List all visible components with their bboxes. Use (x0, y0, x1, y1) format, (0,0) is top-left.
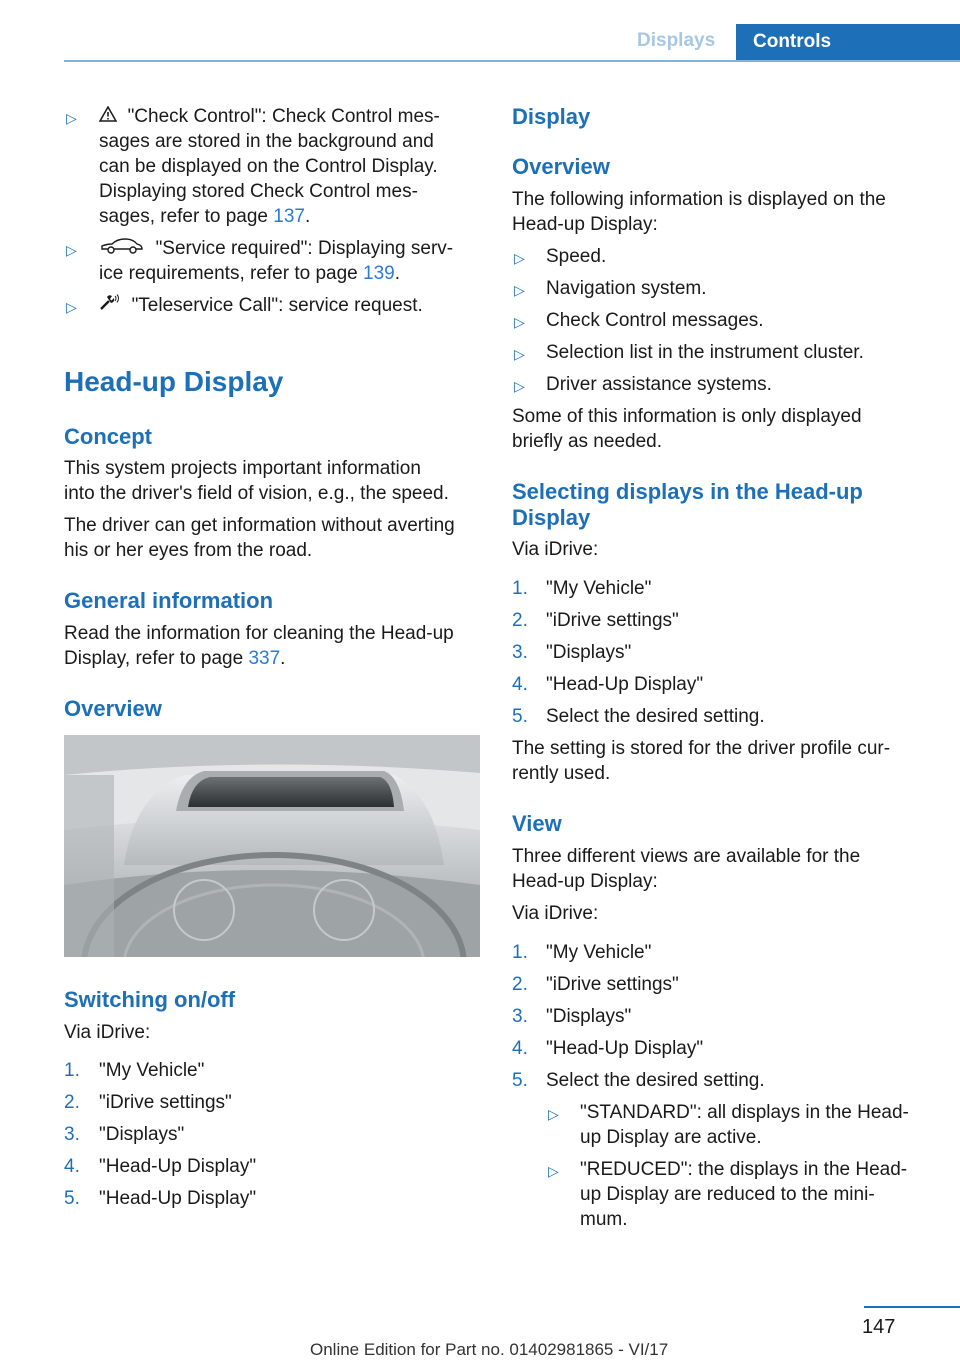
bullet-arrow-icon: ▷ (548, 1163, 559, 1179)
bullet-text: "Service required": Displaying serv- (155, 238, 454, 259)
step-number: 5. (512, 1070, 528, 1091)
bullet-arrow-icon: ▷ (514, 250, 525, 266)
bullet-arrow-icon: ▷ (514, 346, 525, 362)
bullet-text: sages, refer to page (99, 206, 274, 228)
page-number: 147 (862, 1316, 896, 1338)
step-number: 3. (512, 1006, 528, 1027)
via-idrive-label: Via iDrive: (64, 1022, 151, 1043)
list-item (99, 293, 479, 318)
general-information-heading: General information (64, 588, 274, 613)
head-up-display-photo (64, 735, 480, 957)
step-number: 4. (64, 1156, 80, 1177)
bullet-text: "Check Control": Check Control mes- (127, 106, 440, 127)
bullet-text: can be displayed on the Control Display. (99, 156, 438, 178)
list-item: Check Control messages. (546, 310, 764, 331)
step-text: "My Vehicle" (546, 942, 652, 963)
list-item: Selection list in the instrument cluster. (546, 342, 864, 363)
bullet-text: sages are stored in the background and (99, 131, 434, 153)
list-item: "STANDARD": all displays in the Head- up Display are active. (580, 1102, 909, 1148)
step-number: 1. (512, 578, 528, 599)
switching-on-off-heading: Switching on/off (64, 987, 236, 1012)
concept-paragraph-1: This system projects important information into the driver's field of vision, e.g., the speed. (64, 458, 449, 504)
step-number: 3. (512, 642, 528, 663)
bullet-arrow-icon: ▷ (66, 242, 77, 258)
step-text: Select the desired setting. (546, 706, 765, 727)
page-title: Head-up Display (64, 366, 284, 397)
wrench-icon (99, 293, 121, 318)
bullet-arrow-icon: ▷ (514, 378, 525, 394)
edition-footer: Online Edition for Part no. 01402981865 - VI/17 (310, 1340, 669, 1359)
list-item: "REDUCED": the displays in the Head- up Display are reduced to the mini- mum. (580, 1159, 908, 1230)
via-idrive-label: Via iDrive: (512, 539, 599, 560)
step-text: "Head-Up Display" (99, 1156, 257, 1177)
step-text: "Head-Up Display" (546, 674, 704, 695)
display-overview-heading: Overview (512, 154, 610, 179)
bullet-text: "Teleservice Call": service request. (131, 295, 423, 316)
bullet-text: ice requirements, refer to page (99, 263, 364, 285)
footer-divider (864, 1306, 960, 1308)
selecting-displays-heading: Selecting displays in the Head-up Display (512, 479, 863, 530)
list-item: Navigation system. (546, 278, 707, 299)
step-number: 5. (64, 1188, 80, 1209)
step-number: 2. (512, 610, 528, 631)
step-text: "Head-Up Display" (546, 1038, 704, 1059)
step-number: 1. (64, 1060, 80, 1081)
list-item: Driver assistance systems. (546, 374, 772, 395)
step-text: "iDrive settings" (546, 610, 679, 631)
header-chapter-controls: Controls (736, 24, 960, 62)
setting-stored-paragraph: The setting is stored for the driver profile cur- rently used. (512, 738, 891, 784)
bullet-text: Displaying stored Check Control mes- (99, 181, 418, 203)
step-number: 5. (512, 706, 528, 727)
display-overview-paragraph: The following information is displayed on the Head-up Display: (512, 189, 886, 235)
step-number: 3. (64, 1124, 80, 1145)
step-text: "My Vehicle" (546, 578, 652, 599)
bullet-arrow-icon: ▷ (548, 1106, 559, 1122)
step-number: 2. (64, 1092, 80, 1113)
bullet-arrow-icon: ▷ (66, 110, 77, 126)
page-link[interactable]: 137 (273, 206, 305, 228)
bullet-arrow-icon: ▷ (514, 314, 525, 330)
step-text: "Head-Up Display" (99, 1188, 257, 1209)
bullet-arrow-icon: ▷ (514, 282, 525, 298)
list-item: Speed. (546, 246, 607, 267)
display-heading: Display (512, 104, 591, 129)
step-number: 4. (512, 1038, 528, 1059)
via-idrive-label: Via iDrive: (512, 903, 599, 924)
concept-heading: Concept (64, 424, 152, 449)
step-text: "Displays" (546, 642, 632, 663)
step-number: 2. (512, 974, 528, 995)
header-divider (64, 60, 960, 62)
step-text: "Displays" (99, 1124, 185, 1145)
view-paragraph: Three different views are available for the Head-up Display: (512, 846, 861, 892)
concept-paragraph-2: The driver can get information without averting his or her eyes from the road. (64, 515, 455, 561)
header-section-displays: Displays (637, 30, 716, 51)
bullet-arrow-icon: ▷ (66, 299, 77, 315)
info-note-paragraph: Some of this information is only displayed briefly as needed. (512, 406, 862, 452)
step-text: "iDrive settings" (99, 1092, 232, 1113)
warning-triangle-icon (99, 104, 117, 129)
step-text: "iDrive settings" (546, 974, 679, 995)
step-text: "My Vehicle" (99, 1060, 205, 1081)
step-text: Select the desired setting. (546, 1070, 765, 1091)
overview-heading: Overview (64, 696, 162, 721)
page-link[interactable]: 139 (363, 263, 395, 285)
list-item: "Service required": Displaying serv- ice requirements, refer to page 139. (99, 238, 454, 285)
list-item: "Check Control": Check Control mes- sages are stored in the background and can be displayed on the Control Display. Displaying stored Check Control mes- sages, refer to page 137. (99, 106, 440, 228)
step-text: "Displays" (546, 1006, 632, 1027)
page-link[interactable]: 337 (248, 648, 281, 669)
step-number: 1. (512, 942, 528, 963)
step-number: 4. (512, 674, 528, 695)
general-information-paragraph: Read the information for cleaning the Head-up Display, refer to page 337. (64, 623, 454, 669)
view-heading: View (512, 811, 562, 836)
car-icon (99, 236, 145, 261)
